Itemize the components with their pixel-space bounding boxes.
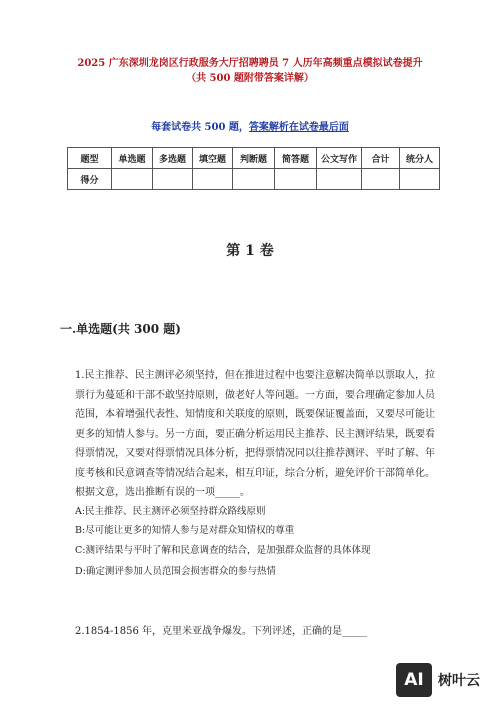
header-cell-short-answer: 简答题: [275, 148, 317, 169]
question-2-stem: 2.1854-1856 年，克里米亚战争爆发。下列评述，正确的是_____: [75, 626, 367, 637]
score-cell[interactable]: [275, 169, 317, 190]
title-line-2: （共 500 题附带答案详解）: [186, 73, 314, 84]
question-2: [75, 625, 435, 639]
header-cell-type: 题型: [68, 148, 112, 169]
score-cell[interactable]: [193, 169, 233, 190]
score-cell[interactable]: [362, 169, 400, 190]
note-prefix: 每套试卷共 500 题，: [151, 122, 249, 133]
score-cell[interactable]: [112, 169, 153, 190]
score-cell[interactable]: [400, 169, 440, 190]
section-title: 一.单选题(共 300 题): [60, 322, 181, 336]
header-cell-fill-blank: 填空题: [193, 148, 233, 169]
title-line-1: 2025 广东深圳龙岗区行政服务大厅招聘聘员 7 人历年高频重点模拟试卷提升: [77, 58, 423, 69]
score-cell[interactable]: [153, 169, 193, 190]
header-cell-multiple-choice: 多选题: [153, 148, 193, 169]
header-cell-total: 合计: [362, 148, 400, 169]
note-answer-link[interactable]: 答案解析在试卷最后面: [248, 122, 349, 133]
header-cell-true-false: 判断题: [233, 148, 275, 169]
logo-name: 树叶云: [438, 673, 480, 689]
question-1-option-a[interactable]: A:民主推荐、民主测评必须坚持群众路线原则: [75, 506, 266, 517]
question-1: [75, 366, 435, 503]
exam-note: [0, 118, 500, 133]
logo-mark-icon: AI: [396, 663, 432, 697]
row-label-score: 得分: [68, 169, 112, 190]
header-cell-scorer: 统分人: [400, 148, 440, 169]
score-table: [67, 147, 440, 190]
question-1-option-d[interactable]: D:确定测评参加人员范围会损害群众的参与热情: [75, 566, 276, 577]
header-cell-official-writing: 公文写作: [317, 148, 362, 169]
score-table-score-row: [68, 169, 440, 190]
header-cell-single-choice: 单选题: [112, 148, 153, 169]
question-1-option-b[interactable]: B:尽可能让更多的知情人参与是对群众知情权的尊重: [75, 525, 295, 536]
question-1-option-c[interactable]: C:测评结果与平时了解和民意调查的结合，是加强群众监督的具体体现: [75, 545, 371, 556]
score-cell[interactable]: [317, 169, 362, 190]
document-title: [40, 56, 460, 86]
score-cell[interactable]: [233, 169, 275, 190]
question-1-stem: 1.民主推荐、民主测评必须坚持，但在推进过程中也要注意解决简单以票取人，拉票行为蔓延和干部不敢坚持原则，做老好人等问题。一方面，要合理确定参加人员范围，本着增强代表性、知情度和关联度的原则，既要保证覆盖面，又要尽可能让更多的知情人参与。另一方面，要正确分析运用民主推荐、民主测评结果，既要看得票情况，又要对得票情况具体分析，把得票情况同以往推荐测评、平时了解、年度考核和民意调查等情况结合起来，相互印证，综合分析，避免评价干部简单化。根据文意，选出推断有误的一项_____。: [75, 370, 435, 498]
brand-logo: [396, 661, 500, 699]
score-table-header-row: [68, 148, 440, 169]
volume-heading: 第 1 卷: [226, 243, 274, 259]
